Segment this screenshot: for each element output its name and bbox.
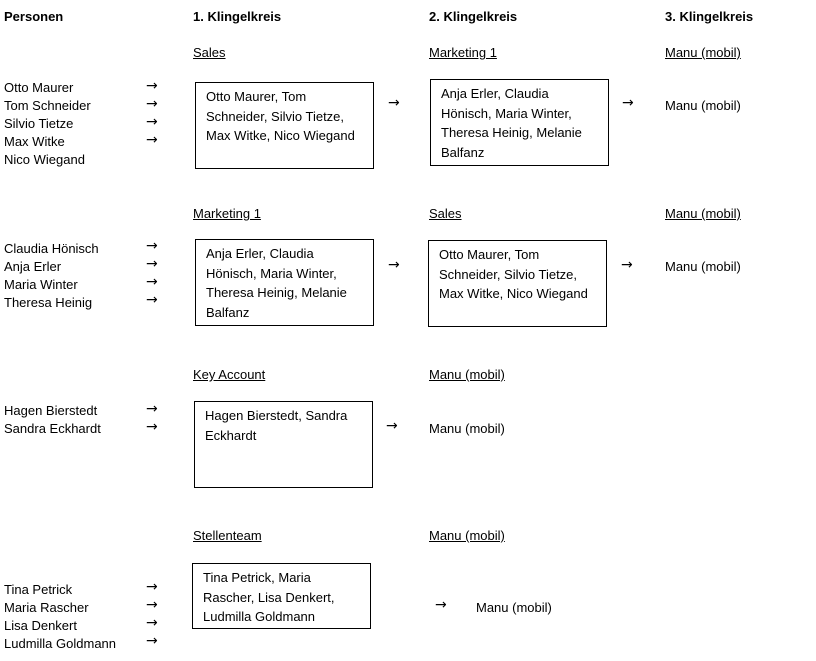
- row1-ring1-members: Otto Maurer, Tom Schneider, Silvio Tietze, Max Witke, Nico Wiegand: [206, 89, 355, 143]
- row2-ring2-box: [428, 240, 607, 327]
- arrow-icon: →: [146, 401, 158, 417]
- row1-ring2-members: Anja Erler, Claudia Hönisch, Maria Winter, Theresa Heinig, Melanie Balfanz: [441, 86, 582, 160]
- arrow-icon: →: [146, 292, 158, 308]
- row1-ring3-label: Manu (mobil): [665, 45, 741, 60]
- arrow-icon: →: [146, 78, 158, 94]
- person-name: Otto Maurer: [4, 80, 74, 95]
- arrow-icon: →: [146, 238, 158, 254]
- row3-ring2-label: Manu (mobil): [429, 367, 505, 382]
- row2-ring1-members: Anja Erler, Claudia Hönisch, Maria Winter, Theresa Heinig, Melanie Balfanz: [206, 246, 347, 320]
- header-persons: Personen: [4, 9, 64, 24]
- header-ring-3: 3. Klingelkreis: [665, 9, 754, 24]
- person-name: Theresa Heinig: [4, 295, 93, 310]
- row1-ring2-box: [430, 79, 609, 166]
- arrow-icon: →: [146, 96, 158, 112]
- header-ring-2: 2. Klingelkreis: [429, 9, 518, 24]
- person-name: Tina Petrick: [4, 582, 73, 597]
- row2-ring1-box: [195, 239, 374, 326]
- row3-ring2-value: Manu (mobil): [429, 421, 505, 436]
- row2-ring3-value: Manu (mobil): [665, 259, 741, 274]
- row2-person-list: [4, 240, 99, 312]
- arrow-icon: →: [146, 597, 158, 613]
- arrow-icon: →: [146, 256, 158, 272]
- row4-ring1-label: Stellenteam: [193, 528, 262, 543]
- arrow-icon: →: [146, 132, 158, 148]
- row3-ring1-box: [194, 401, 373, 488]
- person-name: Hagen Bierstedt: [4, 403, 98, 418]
- arrow-icon: →: [621, 257, 633, 273]
- row1-person-list: [4, 79, 91, 169]
- row3-ring1-members: Hagen Bierstedt, Sandra Eckhardt: [205, 408, 348, 443]
- header-ring-1: 1. Klingelkreis: [193, 9, 282, 24]
- arrow-icon: →: [146, 633, 158, 649]
- arrow-icon: →: [435, 597, 447, 613]
- person-name: Maria Winter: [4, 277, 78, 292]
- row3-ring1-label: Key Account: [193, 367, 266, 382]
- person-name: Ludmilla Goldmann: [4, 636, 117, 651]
- row1-ring3-value: Manu (mobil): [665, 98, 741, 113]
- row2-ring2-members: Otto Maurer, Tom Schneider, Silvio Tietze, Max Witke, Nico Wiegand: [439, 247, 588, 301]
- arrow-icon: →: [146, 114, 158, 130]
- row2-ring1-label: Marketing 1: [193, 206, 261, 221]
- arrow-icon: →: [146, 579, 158, 595]
- row4-ring2-value: Manu (mobil): [476, 600, 552, 615]
- arrow-icon: →: [388, 95, 400, 111]
- row2-ring2-label: Sales: [429, 206, 462, 221]
- row1-ring1-box: [195, 82, 374, 169]
- arrow-icon: →: [388, 257, 400, 273]
- person-name: Silvio Tietze: [4, 116, 74, 131]
- person-name: Claudia Hönisch: [4, 241, 99, 256]
- arrow-icon: →: [146, 419, 158, 435]
- arrow-icon: →: [622, 95, 634, 111]
- person-name: Sandra Eckhardt: [4, 421, 101, 436]
- row1-ring1-label: Sales: [193, 45, 226, 60]
- row4-person-list: [4, 581, 116, 653]
- arrow-icon: →: [386, 418, 398, 434]
- arrow-icon: →: [146, 615, 158, 631]
- row3-person-list: [4, 402, 101, 438]
- person-name: Lisa Denkert: [4, 618, 77, 633]
- row4-ring1-members: Tina Petrick, Maria Rascher, Lisa Denkert, Ludmilla Goldmann: [203, 570, 335, 624]
- person-name: Anja Erler: [4, 259, 62, 274]
- row1-ring2-label: Marketing 1: [429, 45, 497, 60]
- person-name: Tom Schneider: [4, 98, 91, 113]
- person-name: Maria Rascher: [4, 600, 89, 615]
- arrow-icon: →: [146, 274, 158, 290]
- row4-ring1-box: [192, 563, 371, 629]
- row2-ring3-label: Manu (mobil): [665, 206, 741, 221]
- person-name: Max Witke: [4, 134, 65, 149]
- row4-ring2-label: Manu (mobil): [429, 528, 505, 543]
- person-name: Nico Wiegand: [4, 152, 85, 167]
